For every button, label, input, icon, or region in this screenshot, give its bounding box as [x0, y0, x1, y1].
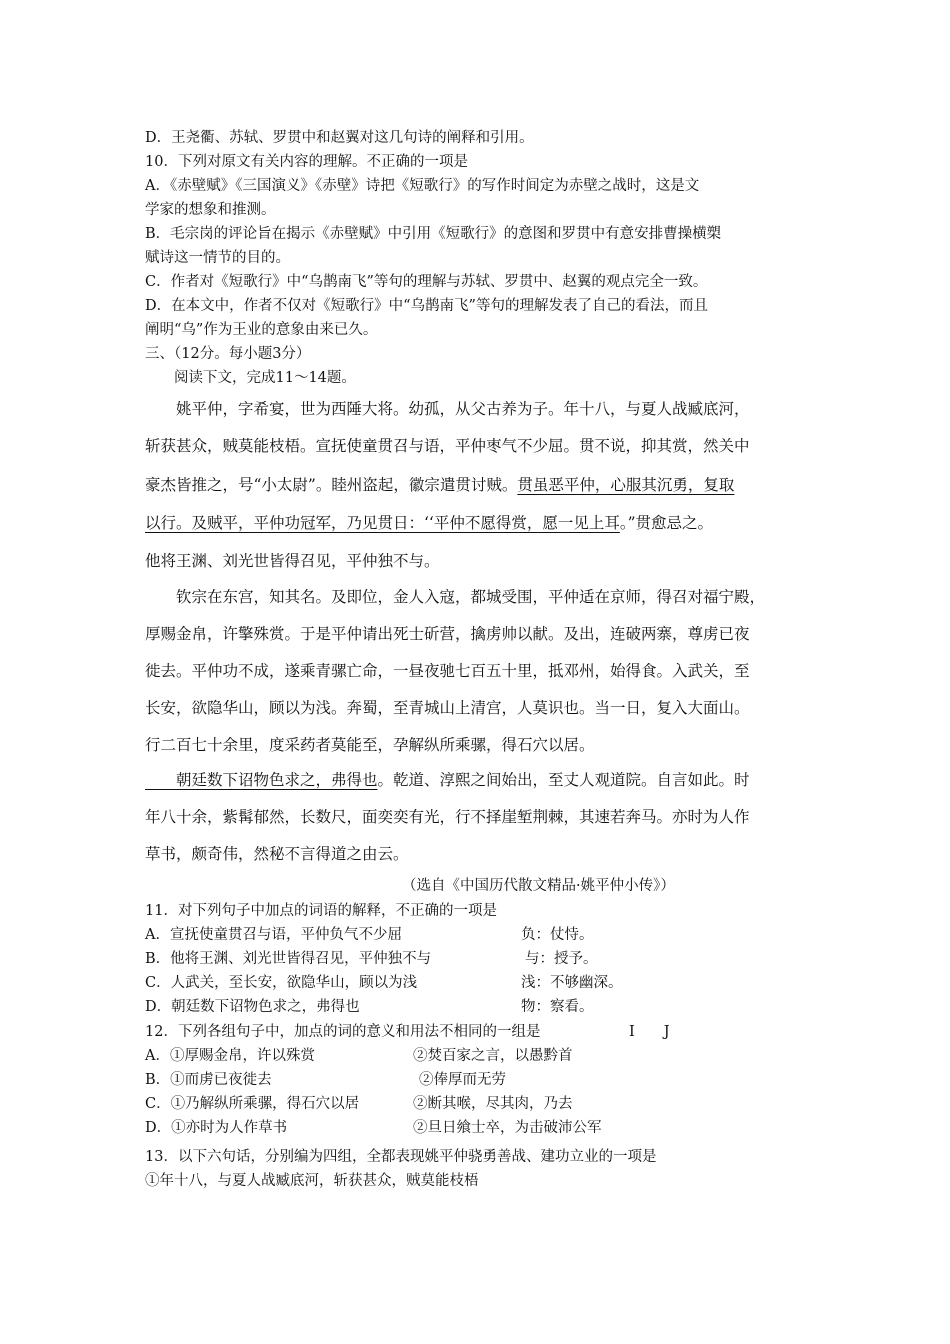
section-three-heading: 三、（12分。每小题3分） — [145, 346, 311, 362]
passage-line: 他将王渊、刘光世皆得召见，平仲独不与。 — [145, 552, 440, 570]
passage-line: 年八十余，紫髯郁然，长数尺，面奕奕有光，行不择崖堑荆棘，其速若奔马。亦时为人作 — [145, 808, 750, 826]
option-text: ②断其喉，尽其肉，乃去 — [413, 1096, 573, 1112]
passage-line: 斩获甚众，贼莫能枝梧。宣抚使童贯召与语，平仲枣气不少屈。贯不说，抑其赏，然关中 — [145, 437, 750, 455]
option-text: A．宣抚使童贯召与语，平仲负气不少屈 — [145, 927, 402, 943]
passage-line: 徙去。平仲功不成，遂乘青骡亡命，一昼夜驰七百五十里，抵邓州，始得食。入武关，至 — [145, 662, 750, 680]
option-text: C．人武关，至长安，欲隐华山，顾以为浅 — [145, 975, 418, 991]
option-gloss: 浅：不够幽深。 — [521, 975, 623, 991]
option-text: ②俸厚而无劳 — [419, 1072, 506, 1088]
q11-option-a — [145, 925, 594, 945]
option-text: ②旦日飨士卒，为击破沛公军 — [413, 1120, 602, 1136]
passage-text: 豪杰皆推之，号“小太尉”。睦州盗起，徽宗遣贯讨贼。 — [145, 476, 518, 494]
option-text: ②焚百家之言，以愚黔首 — [413, 1048, 573, 1064]
option-text: B．①而虏已夜徙去 — [145, 1072, 272, 1088]
option-c-line: C．作者对《短歌行》中“乌鹊南飞”等句的理解与苏轼、罗贯中、赵翼的观点完全一致。 — [145, 274, 708, 290]
option-a-line-1: A．《赤壁赋》《三国演义》《赤壁》诗把《短歌行》的写作时间定为赤壁之战时，这是文 — [145, 178, 700, 194]
option-b-line-2: 赋诗这一情节的目的。 — [145, 250, 290, 266]
q12-option-a — [145, 1046, 573, 1066]
option-d-line: D．王尧衢、苏轼、罗贯中和赵翼对这几句诗的阐释和引用。 — [145, 130, 534, 146]
underlined-sentence: 朝廷数下诏物色求之，弗得也 — [145, 771, 378, 789]
q12-option-d — [145, 1118, 602, 1138]
passage-line: 钦宗在东宫，知其名。及即位，金人入寇，都城受围，平仲适在京师，得召对福宁殿， — [145, 588, 766, 606]
question-text: 12．下列各组句子中，加点的词的意义和用法不相同的一组是 — [145, 1024, 541, 1040]
q13-item-1: ①年十八，与夏人战臧底河，斩获甚众，贼莫能枝梧 — [145, 1173, 479, 1189]
passage-line — [145, 474, 734, 496]
q12-option-b — [145, 1070, 506, 1090]
question-13: 13．以下六句话，分别编为四组，全都表现姚平仲骁勇善战、建功立业的一项是 — [145, 1149, 657, 1165]
passage-line: 姚平仲，字希宴，世为西陲大将。幼孤，从父古养为子。年十八，与夏人战臧底河， — [145, 400, 750, 418]
passage-line: 行二百七十余里，度采药者莫能至，孕解纵所乘骡，得石穴以居。 — [145, 736, 595, 754]
option-d-line-1: D．在本文中，作者不仅对《短歌行》中“乌鹊南飞”等句的理解发表了自己的看法，而且 — [145, 298, 708, 314]
passage-line: 长安，欲隐华山，顾以为浅。奔蜀，至青城山上清宫，人莫识也。当一日，复入大面山。 — [145, 699, 750, 717]
option-gloss: 与：授予。 — [525, 951, 598, 967]
option-a-line-2: 学家的想象和推测。 — [145, 202, 276, 218]
option-gloss: 负：仗恃。 — [521, 927, 594, 943]
option-text: D．朝廷数下诏物色求之，弗得也 — [145, 999, 360, 1015]
q11-option-c — [145, 973, 623, 993]
reading-instruction: 阅读下文，完成11～14题。 — [145, 370, 356, 386]
q12-option-c — [145, 1094, 573, 1114]
underlined-sentence: 贯虽恶平仲，心服其沉勇，复取 — [517, 476, 735, 494]
passage-source: （选自《中国历代散文精品·姚平仲小传》） — [402, 878, 675, 894]
q11-option-b — [145, 949, 598, 969]
passage-line: 厚赐金帛，许擎殊赏。于是平仲请出死士斫营，擒虏帅以献。及出，连破两寨，尊虏已夜 — [145, 625, 750, 643]
passage-line — [145, 512, 713, 534]
answer-bracket: I J — [629, 1024, 670, 1040]
option-gloss: 物：察看。 — [521, 999, 594, 1015]
passage-line — [145, 769, 750, 791]
option-d-line-2: 阐明“乌”作为王业的意象由来已久。 — [145, 322, 378, 338]
option-text: D．①亦时为人作草书 — [145, 1120, 288, 1136]
option-text: C．①乃解纵所乘骡，得石穴以居 — [145, 1096, 360, 1112]
passage-text: 。乾道、淳熙之间始出，至丈人观道院。自言如此。时 — [377, 771, 750, 789]
question-12 — [145, 1022, 670, 1042]
option-text: A．①厚赐金帛，许以殊赏 — [145, 1048, 315, 1064]
question-10: 10．下列对原文有关内容的理解。不正确的一项是 — [145, 154, 468, 170]
passage-line: 草书，颇奇伟，然秘不言得道之由云。 — [145, 845, 409, 863]
option-b-line-1: B．毛宗岗的评论旨在揭示《赤壁赋》中引用《短歌行》的意图和罗贯中有意安排曹操横槊 — [145, 226, 722, 242]
passage-text: 。”贯愈忌之。 — [619, 514, 714, 532]
option-text: B．他将王渊、刘光世皆得召见，平仲独不与 — [145, 951, 432, 967]
question-11: 11．对下列句子中加点的词语的解释，不正确的一项是 — [145, 903, 497, 919]
underlined-sentence: 以行。及贼平，平仲功冠军，乃见贯日：‘‘平仲不愿得赏，愿一见上耳 — [145, 514, 620, 532]
q11-option-d — [145, 997, 594, 1017]
